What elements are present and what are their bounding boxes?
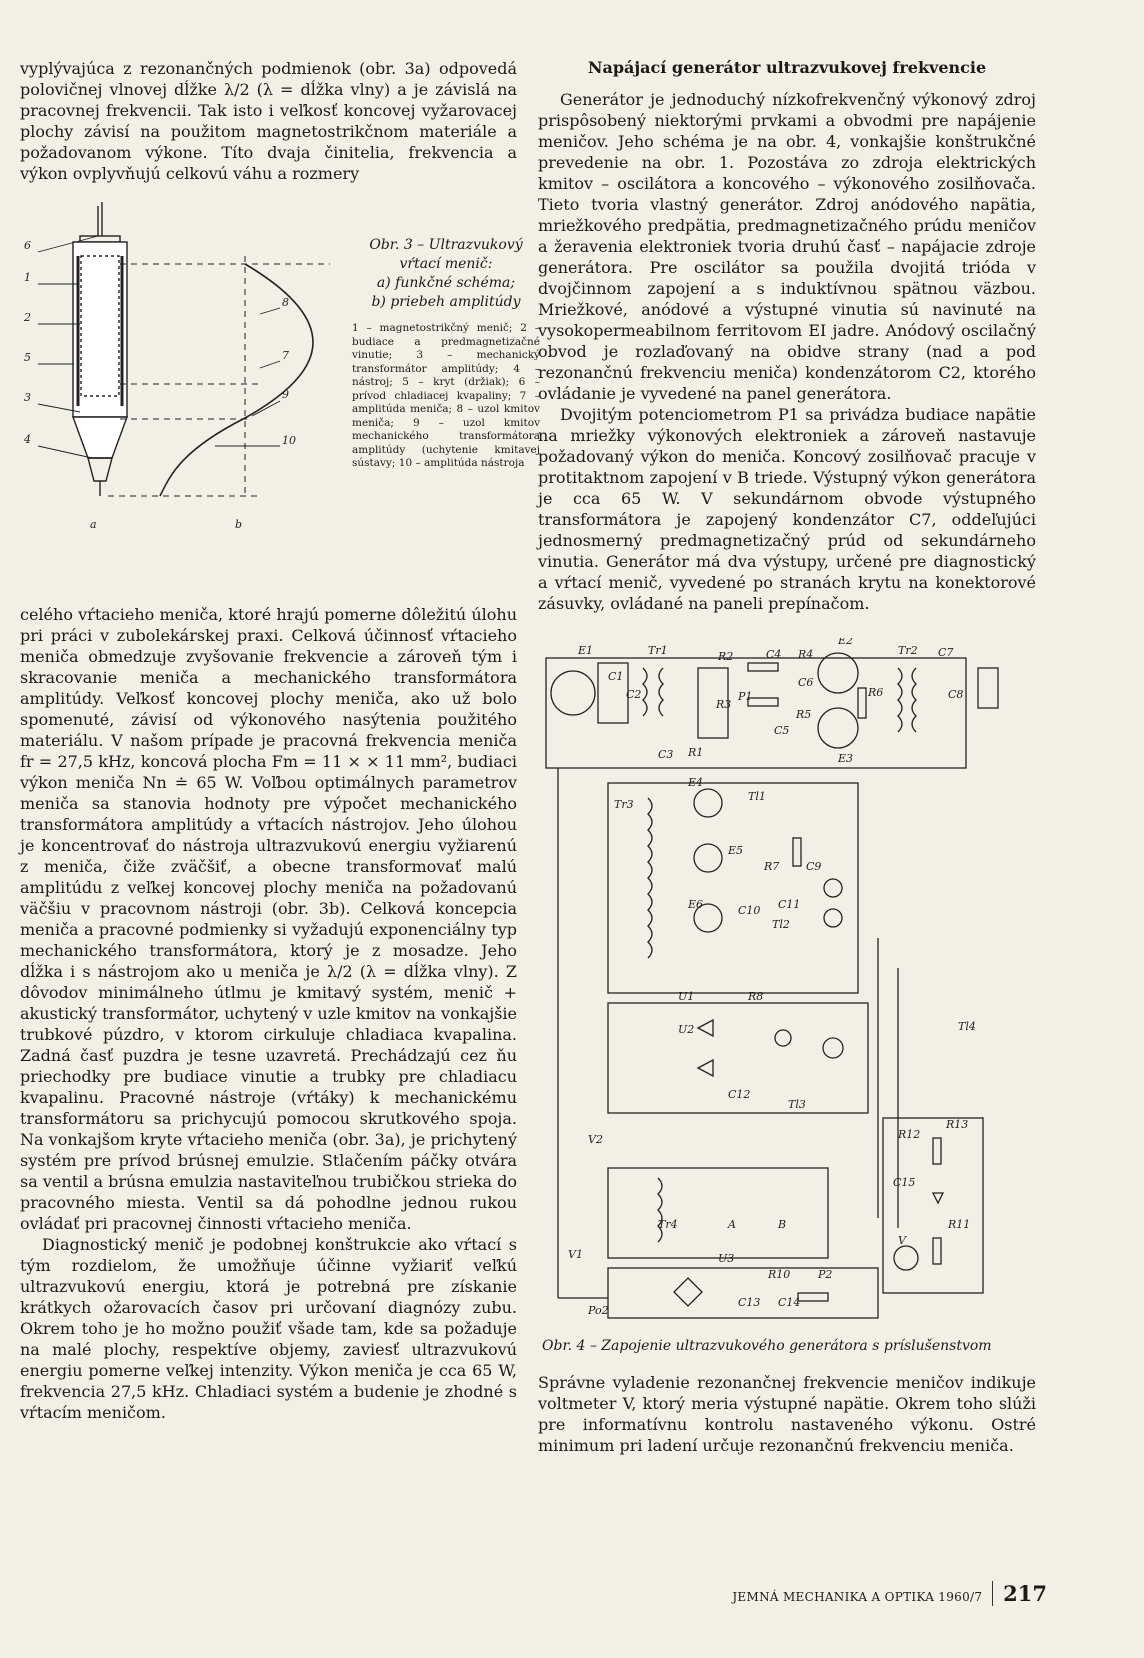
label-R7: R7: [764, 860, 780, 873]
circuit-schematic: [538, 638, 1036, 1328]
label-R13: R13: [946, 1118, 969, 1131]
label-Tr3: Tr3: [614, 798, 634, 811]
magazine-title: JEMNÁ MECHANIKA A OPTIKA 1960/7: [732, 1590, 983, 1604]
label-R3: R3: [716, 698, 732, 711]
label-C6: C6: [798, 676, 814, 689]
label-C2: C2: [626, 688, 642, 701]
label-Tr4: Tr4: [658, 1218, 678, 1231]
label-6: 6: [24, 239, 31, 252]
label-E2: E2: [838, 638, 854, 647]
label-a: a: [90, 518, 97, 531]
label-A: A: [728, 1218, 736, 1231]
right-column: [538, 58, 1036, 1456]
label-Tr1: Tr1: [648, 644, 668, 657]
label-R6: R6: [868, 686, 884, 699]
label-P2: P2: [818, 1268, 833, 1281]
label-R11: R11: [948, 1218, 971, 1231]
label-3: 3: [24, 391, 31, 404]
label-4: 4: [24, 433, 31, 446]
label-b: b: [235, 518, 243, 531]
label-1: 1: [24, 271, 31, 284]
paragraph: Generátor je jednoduchý nízkofrekvenčný výkonový zdroj prispôsobený niektorými prvkami a obvodmi pre napájenie meničov. Jeho schéma je na obr. 4, vonkajšie konštrukčné prevedenie na obr. 1. Pozostáva zo zdroja elektrických kmitov – oscilátora a koncového – výkonového zosilňovača. Tieto tvoria vlastný generátor. Zdroj anódového napätia, mriežkového predpätia, predmagnetizačného prúdu meničov a žeravenia elektroniek tvoria druhú časť – napájacie zdroje generátora. Pre oscilátor sa použila dvojitá trióda v dvojčinnom zapojení a s induktívnou spätnou väzbou. Mriežkové, anódové a výstupné vinutia sú navinuté na vysokopermeabilnom ferritovom EI jadre. Anódový oscilačný obvod je rozlaďovaný na obidve strany (nad a pod rezonančnú frekvenciu meniča) kondenzátorom C2, ktorého ovládanie je vyvedené na panel generátora.: [538, 90, 1036, 403]
caption-title: Obr. 3 – Ultrazvukový vŕtací menič:: [369, 237, 523, 272]
label-R2: R2: [718, 650, 734, 663]
label-U3: U3: [718, 1252, 735, 1265]
label-Tr2: Tr2: [898, 644, 918, 657]
label-V1: V1: [568, 1248, 583, 1261]
label-C12: C12: [728, 1088, 751, 1101]
label-C7: C7: [938, 646, 954, 659]
label-C3: C3: [658, 748, 674, 761]
label-9: 9: [282, 388, 289, 401]
label-C8: C8: [948, 688, 964, 701]
left-column: [20, 58, 540, 1423]
label-R12: R12: [898, 1128, 921, 1141]
label-2: 2: [24, 311, 31, 324]
label-E6: E6: [688, 898, 704, 911]
label-5: 5: [24, 351, 31, 364]
paragraph: Dvojitým potenciometrom P1 sa privádza budiace napätie na mriežky výkonových elektroniek a zároveň nastavuje požadovaný výkon do meniča. Koncový zosilňovač pracuje v protitaktnom zapojení v B triede. Výstupný výkon generátora je cca 65 W. V sekundárnom obvode výstupného transformátora je zapojený kondenzátor C7, oddeľujúci jednosmerný predmagnetizačný prúd od sekundárneho vinutia. Generátor má dva výstupy, určené pre diagnostický a vŕtací menič, vyvedené po stranách krytu na konektorové zásuvky, ovládané na paneli prepínačom.: [538, 405, 1036, 613]
caption-b: b) priebeh amplitúdy: [371, 294, 521, 310]
label-C14: C14: [778, 1296, 801, 1309]
label-R4: R4: [798, 648, 814, 661]
label-R5: R5: [796, 708, 812, 721]
label-E3: E3: [838, 752, 854, 765]
section-heading: Napájací generátor ultrazvukovej frekvencie: [587, 58, 987, 77]
label-C15: C15: [893, 1176, 916, 1189]
label-R8: R8: [748, 990, 764, 1003]
label-C1: C1: [608, 670, 624, 683]
label-P1: P1: [738, 690, 753, 703]
label-V: V: [898, 1234, 906, 1247]
label-Tl3: Tl3: [788, 1098, 806, 1111]
label-U1: U1: [678, 990, 695, 1003]
label-Po2: Po2: [588, 1304, 609, 1317]
label-C10: C10: [738, 904, 761, 917]
figure-4-caption: Obr. 4 – Zapojenie ultrazvukového generátora s príslušenstvom: [542, 1338, 992, 1354]
label-B: B: [778, 1218, 787, 1231]
label-8: 8: [282, 296, 289, 309]
label-C4: C4: [766, 648, 782, 661]
label-7: 7: [282, 349, 289, 362]
paragraph: Správne vyladenie rezonančnej frekvencie meničov indikuje voltmeter V, ktorý meria výstupné napätie. Okrem toho slúži pre informatívnu kontrolu nastaveného výkonu. Ostré minimum pri ladení určuje rezonančnú frekvenciu meniča.: [538, 1373, 1036, 1455]
label-10: 10: [282, 434, 296, 447]
label-Tl2: Tl2: [772, 918, 790, 931]
label-V2: V2: [588, 1133, 603, 1146]
caption-legend: 1 – magnetostrikčný menič; 2 – budiace a predmagnetizačné vinutie; 3 – mechanický transformátor amplitúdy; 4 – nástroj; 5 – kryt (držiak); 6 – prívod chladiacej kvapaliny; 7 – amplitúda meniča; 8 – uzol kmitov meniča; 9 – uzol kmitov mechanického transformátora amplitúdy (uchytenie kmitavej sústavy; 10 – amplitúda nástroja: [352, 322, 540, 469]
paragraph: celého vŕtacieho meniča, ktoré hrajú pomerne dôležitú úlohu pri práci v zubolekárskej praxi. Celková účinnosť vŕtacieho meniča obmedzuje zvyšovanie frekvencie a zároveň tým i skracovanie meniča a mechanického transformátora amplitúdy. Veľkosť koncovej plochy meniča, ako už bolo spomenuté, závisí od výkonového nasýtenia použitého materiálu. V našom prípade je pracovná frekvencia meniča fr = 27,5 kHz, koncová plocha Fm = 11 × × 11 mm², budiaci výkon meniča Nn ≐ 65 W. Voľbou optimálnych parametrov meniča sa stanovia hodnoty pre výpočet mechanického transformátora amplitúdy a vŕtacích nástrojov. Jeho úlohou je koncentrovať do nástroja ultrazvukovú energiu vyžiarenú z meniča, čiže zväčšiť, a obecne transformovať malú amplitúdu z veľkej koncovej plochy meniča na požadovanú väčšiu v pracovnom nástroji (obr. 3b). Celková koncepcia meniča a pracovné podmienky si vyžadujú exponenciálny typ mechanického transformátora, ktorý je z mosadze. Jeho dĺžka i s nástrojom ako u meniča je λ/2 (λ = dĺžka vlny). Z dôvodov minimálneho útlmu je kmitavý systém, menič + akustický transformátor, uchytený v uzle kmitov na vonkajšie trubkové púzdro, v ktorom cirkuluje chladiaca kvapalina. Zadná časť puzdra je tesne uzavretá. Prechádzajú cez ňu priechodky pre budiace vinutie a trubky pre chladiacu kvapalinu. Pracovné nástroje (vŕtáky) k mechanickému transformátoru sa prichycujú pomocou skrutkového spoja. Na vonkajšom kryte vŕtacieho meniča (obr. 3a), je prichytený systém pre prívod brúsnej emulzie. Stlačením páčky otvára sa ventil a brúsna emulzia nastaviteľnou trubičkou strieka do pracovného miesta. Ventil sa dá pohodlne jednou rukou ovládať pri pracovnej činnosti vŕtacieho meniča.: [20, 605, 517, 1233]
label-E5: E5: [728, 844, 744, 857]
label-C11: C11: [778, 898, 801, 911]
figure-3: [20, 196, 540, 596]
label-E1: E1: [578, 644, 594, 657]
label-U2: U2: [678, 1023, 695, 1036]
label-Tl4: Tl4: [958, 1020, 976, 1033]
page-number: 217: [992, 1581, 1047, 1606]
label-C13: C13: [738, 1296, 761, 1309]
page-footer: [727, 1581, 1047, 1606]
label-R1: R1: [688, 746, 704, 759]
paragraph: vyplývajúca z rezonančných podmienok (obr. 3a) odpovedá polovičnej vlnovej dĺžke λ/2 (λ = dĺžka vlny) a je závislá na pracovnej frekvencii. Tak isto i veľkosť koncovej vyžarovacej plochy závisí na použitom magnetostrikčnom materiále a požadovanom výkone. Títo dvaja činitelia, frekvencia a výkon ovplyvňujú celkovú váhu a rozmery: [20, 59, 517, 183]
label-R10: R10: [768, 1268, 791, 1281]
paragraph: Diagnostický menič je podobnej konštrukcie ako vŕtací s tým rozdielom, že umožňuje účinne vyžiariť veľkú ultrazvukovú energiu, ktorá je potrebná pre získanie krátkych ožarovacích časov pri určovaní diagnózy zubu. Okrem toho je ho možno použiť všade tam, kde sa požaduje na malé plochy, respektíve objemy, zaviesť ultrazvukovú energiu pomerne veľkej intenzity. Výkon meniča je cca 65 W, frekvencia 27,5 kHz. Chladiaci systém a budenie je zhodné s vŕtacím meničom.: [20, 1235, 517, 1422]
caption-a: a) funkčné schéma;: [376, 275, 516, 291]
figure-3-caption: [352, 236, 540, 471]
label-E4: E4: [688, 776, 704, 789]
label-Tl1: Tl1: [748, 790, 766, 803]
label-C9: C9: [806, 860, 822, 873]
transducer-diagram: [20, 196, 350, 596]
figure-4: [538, 638, 1036, 1328]
label-C5: C5: [774, 724, 790, 737]
